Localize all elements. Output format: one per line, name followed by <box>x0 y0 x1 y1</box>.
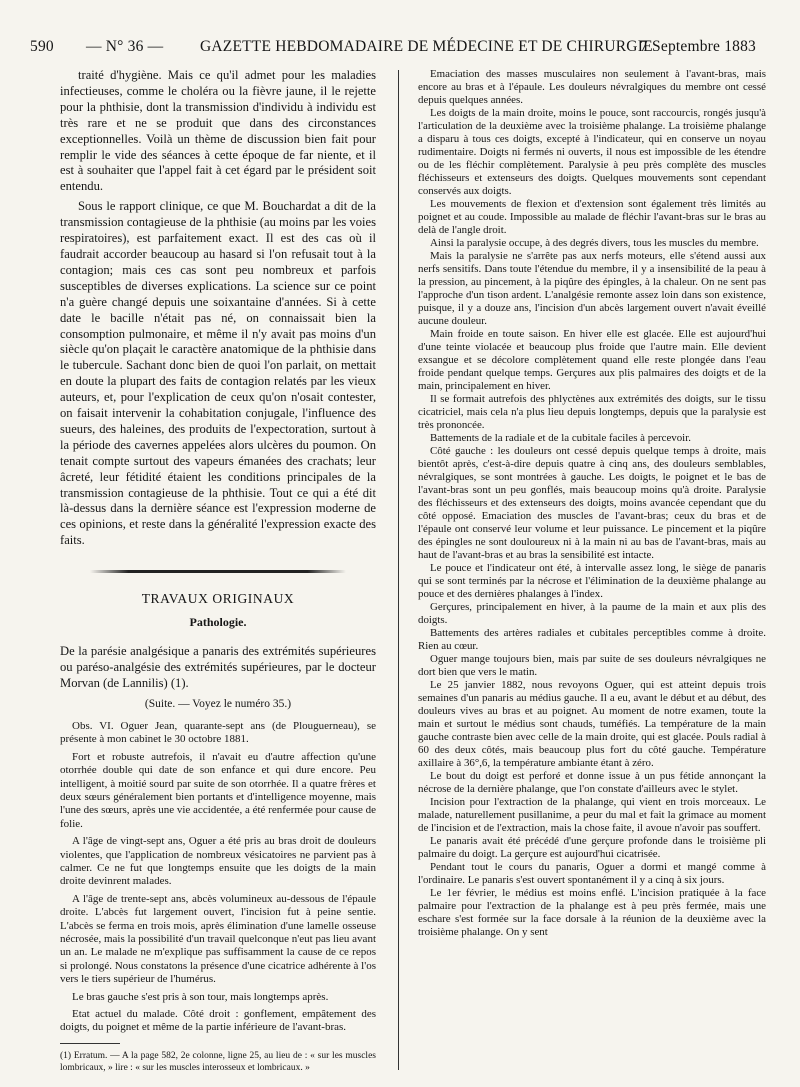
paragraph: Pendant tout le cours du panaris, Oguer a dormi et mangé comme à l'ordinaire. Le panaris s'est ouvert spontanément il y a cinq à six jours. <box>418 861 766 886</box>
paragraph: traité d'hygiène. Mais ce qu'il admet pour les maladies infectieuses, comme le choléra ou la fièvre jaune, il le rejette pour la phthisie, dont la transmission d'individu à individu est très rare et ne se produit que dans des circonstances exceptionnelles. Voilà un thème de discussion bien fait pour remplir le vide des séances à cette époque de far niente, et il est à souhaiter que l'appel fait à cet égard par le président soit entendu. <box>60 68 376 194</box>
paragraph: Sous le rapport clinique, ce que M. Bouchardat a dit de la transmission contagieuse de la phthisie (au moins par les voies respiratoires), est parfaitement exact. Il est des cas où il faudrait accorder beaucoup au hasard si l'on refusait tout à la contagion; mais ces cas sont peu nombreux et parfois susceptibles de diverses explications. La science sur ce point n'a guère changé depuis une soixantaine d'années. Si à cette date le bacille n'était pas né, on connaissait bien la consomption pulmonaire, et même il n'y avait pas moins d'un siècle qu'on plaçait le caractère anatomique de la phthisie dans le tubercule. Sachant donc bien de quoi l'on parlait, on mettait en doute la plupart des faits de contagion relatés par les vieux auteurs, et, pour l'explication de ceux qu'on n'osait contester, on faisait intervenir la cohabitation conjugale, l'influence des sueurs, des haleines, des produits de l'expectoration, surtout à la période des cavernes appelées alors ulcères du poumon. On tenait compte surtout des vapeurs émanées des crachats; leur âcreté, leur fétidité étaient les conditions principales de la transmission contagieuse de la phthisie. Tout ce qui a été dit là-dessus dans la dernière séance est l'expression moderne de ces opinions, et reste dans la généralité l'expression exacte des faits. <box>60 199 376 548</box>
section-divider <box>60 567 376 577</box>
footnote-rule <box>60 1043 120 1044</box>
issue-date: 7 Septembre 1883 <box>640 38 756 55</box>
left-column <box>60 68 376 1074</box>
paragraph: Obs. VI. Oguer Jean, quarante-sept ans (de Plouguerneau), se présente à mon cabinet le 30 octobre 1881. <box>60 719 376 746</box>
paragraph: Il se formait autrefois des phlyctènes aux extrémités des doigts, sur le tissu cicatriciel, mais cela n'a plus lieu depuis longtemps, depuis que la paralysie est très prononcée. <box>418 393 766 431</box>
paragraph: Ainsi la paralysie occupe, à des degrés divers, tous les muscles du membre. <box>430 237 759 249</box>
footnote: (1) Erratum. — A la page 582, 2e colonne, ligne 25, au lieu de : « sur les muscles lombricaux, » lire : « sur les muscles interosseux et lombricaux. » <box>60 1050 376 1073</box>
continuation-note: (Suite. — Voyez le numéro 35.) <box>144 697 292 710</box>
paragraph: Le panaris avait été précédé d'une gerçure profonde dans le troisième pli palmaire du doigt. La gerçure est aujourd'hui cicatrisée. <box>418 835 766 860</box>
paragraph: Battements des artères radiales et cubitales perceptibles comme à droite. Rien au cœur. <box>418 627 766 652</box>
paragraph: Main froide en toute saison. En hiver elle est glacée. Elle est aujourd'hui d'une teinte violacée et beaucoup plus froide que l'autre main. Elle devient exsangue et se décolore complètement quand elle reste plongée dans l'eau froide pendant quelque temps. Gerçures aux plis palmaires des doigts et de la main, principalement en hiver. <box>418 328 766 392</box>
paragraph: Incision pour l'extraction de la phalange, qui vient en trois morceaux. Le malade, naturellement pusillanime, a peur du mal et fait la grimace au moment de l'incision et de l'extraction, mais la chose faite, il avoue n'avoir pas souffert. <box>418 796 766 834</box>
right-column <box>418 68 766 939</box>
paragraph: Battements de la radiale et de la cubitale faciles à percevoir. <box>430 432 691 444</box>
article-title: De la parésie analgésique a panaris des extrémités supérieures ou paréso-analgésie des extrémités supérieures, par le docteur Morvan (de Lannilis) (1). <box>60 644 376 690</box>
issue-number: — N° 36 — <box>86 38 164 55</box>
paragraph: Gerçures, principalement en hiver, à la paume de la main et aux plis des doigts. <box>418 601 766 626</box>
paragraph: Le 1er février, le médius est moins enflé. L'incision pratiquée à la face palmaire pour l'extraction de la phalange est à peu près fermée, mais une eschare s'est formée sur la face dorsale à la réunion de la deuxième avec la troisième phalange. On y sent <box>418 887 766 938</box>
paragraph: A l'âge de trente-sept ans, abcès volumineux au-dessous de l'épaule droite. L'abcès fut largement ouvert, l'incision fut à peine sentie. L'abcès se ferma en trois mois, après élimination d'une lamelle osseuse nécrosée, mais la possibilité d'un travail quelconque n'eut pas lieu avant un an. Le malade ne m'explique pas suffisamment la cause de ce repos si prolongé. Nous constatons la présence d'une cicatrice adhérente à l'os vers le tiers supérieur de l'humérus. <box>60 892 376 986</box>
paragraph: Emaciation des masses musculaires non seulement à l'avant-bras, mais encore au bras et à l'épaule. Les douleurs névralgiques du membre ont cessé depuis quelques années. <box>418 68 766 106</box>
paragraph: Le pouce et l'indicateur ont été, à intervalle assez long, le siège de panaris qui se sont terminés par la nécrose et l'élimination de la deuxième phalange au pouce et des dernières phalanges à l'index. <box>418 562 766 600</box>
running-header <box>30 38 756 60</box>
paragraph: Etat actuel du malade. Côté droit : gonflement, empâtement des doigts, du poignet et même de la partie inférieure de l'avant-bras. <box>60 1008 376 1034</box>
paragraph: Le bout du doigt est perforé et donne issue à un pus fétide annonçant la nécrose de la dernière phalange, que l'on constate d'ailleurs avec le stylet. <box>418 770 766 795</box>
paragraph: A l'âge de vingt-sept ans, Oguer a été pris au bras droit de douleurs violentes, que l'application de nombreux vésicatoires ne parvient pas à calmer. Ce ne fut que longtemps ensuite que les doigts de la main droite devinrent malades. <box>60 835 376 888</box>
paragraph: Le 25 janvier 1882, nous revoyons Oguer, qui est atteint depuis trois semaines d'un panaris au médius gauche. Il a eu, avant le début et au début, des douleurs vives au bras et au poignet. Au moment de notre examen, toute la main et surtout le médius sont chauds, tuméfiés. La température de la main gauche contraste bien avec celle de la main droite, qui est glacée. Pouls radial à 60 des deux côtés, mais beaucoup plus fort du côté gauche. Température axillaire à 36°,6, la température ambiante étant à zéro. <box>418 679 766 769</box>
journal-title: GAZETTE HEBDOMADAIRE DE MÉDECINE ET DE CHIRURGIE <box>200 38 653 55</box>
paragraph: Le bras gauche s'est pris à son tour, mais longtemps après. <box>72 990 329 1003</box>
paragraph: Les doigts de la main droite, moins le pouce, sont raccourcis, rongés jusqu'à l'articulation de la deuxième avec la troisième phalange. La troisième phalange a disparu à tous ces doigts, excepté à l'indicateur, qui en conserve un noyau rudimentaire. Doigts ni fermés ni ouverts, il nous est impossible de les étendre ou de les fléchir complètement. Paralysie à peu près complète des muscles fléchisseurs et extenseurs des doigts. Quelques mouvements sont cependant conservés aux doigts. <box>418 107 766 197</box>
paragraph: Fort et robuste autrefois, il n'avait eu d'autre affection qu'une otorrhée double qui date de son enfance et qui dure encore. Peu intelligent, à moitié sourd par suite de son otorrhée. Il a quatre frères et deux sœurs généralement bien portants et d'intelligence moyenne, mais l'une des sœurs, après une vie accidentée, a été renfermée pour cause de folie. <box>60 750 376 830</box>
paragraph: Oguer mange toujours bien, mais par suite de ses douleurs névralgiques ne dort bien que vers le matin. <box>418 653 766 678</box>
page-number: 590 <box>30 38 54 55</box>
section-heading: TRAVAUX ORIGINAUX <box>141 591 295 607</box>
paragraph: Côté gauche : les douleurs ont cessé depuis quelque temps à droite, mais bientôt après, c'est-à-dire depuis quatre à cinq ans, des douleurs semblables, névralgiques, se sont montrées à gauche. Les doigts, le poignet et le bas de l'avant-bras sont un peu gonflés, mais beaucoup moins qu'à droite. Paralysie des fléchisseurs et des extenseurs des doigts, moins avancée cependant que du côté opposé. Emaciation des muscles de l'avant-bras; ceux du bras et de l'épaule ont conservé leur volume et leur puissance. Le pincement et la piqûre des épingles ne sont douloureux ni à la main ni au bas de l'avant-bras, mais au haut de l'avant-bras et au bras la sensibilité est intacte. <box>418 445 766 561</box>
paragraph: Mais la paralysie ne s'arrête pas aux nerfs moteurs, elle s'étend aussi aux nerfs sensitifs. Dans toute l'étendue du membre, il y a insensibilité de la peau à la pression, au pincement, à la piqûre des épingles, à la chaleur. On ne sent pas l'approche d'un tison ardent. L'analgésie remonte assez loin dans son existence, puisque, il y a douze ans, l'incision d'un abcès largement ouvert n'avait éveillé aucune douleur. <box>418 250 766 327</box>
subsection-heading: Pathologie. <box>189 615 247 630</box>
column-divider <box>398 70 399 1070</box>
paragraph: Les mouvements de flexion et d'extension sont également très limités au poignet et au coude. Impossible au malade de fléchir l'avant-bras sur le bras au delà de l'angle droit. <box>418 198 766 236</box>
